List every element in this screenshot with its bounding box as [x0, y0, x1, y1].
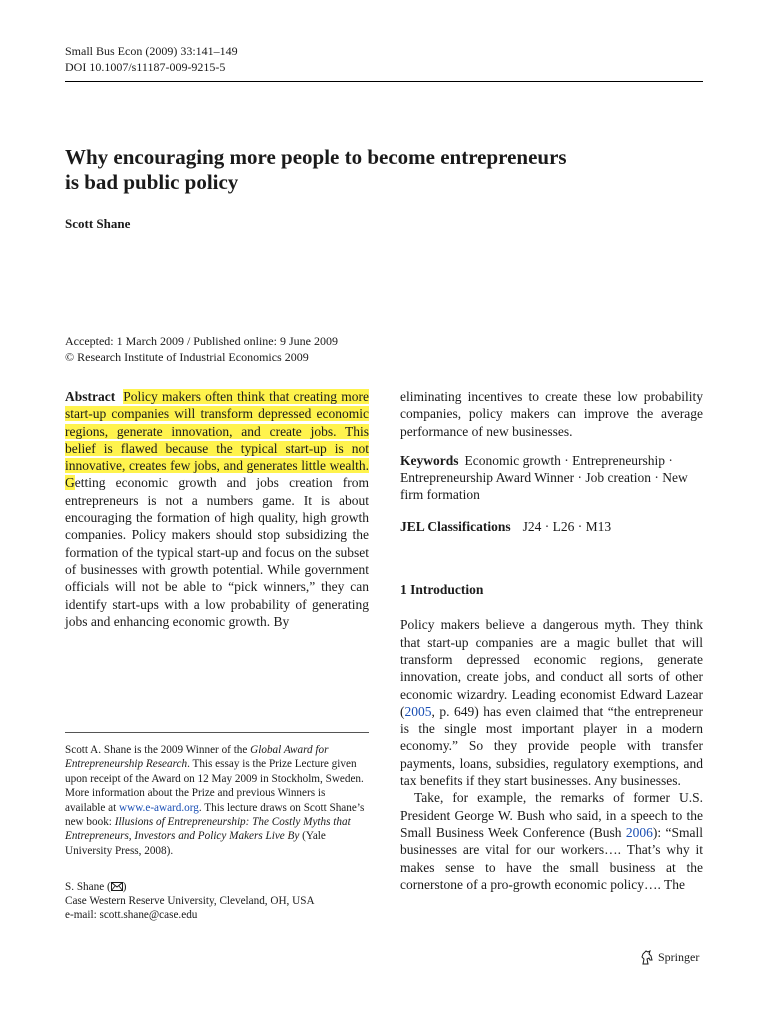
copyright-line: © Research Institute of Industrial Economics 2009 [65, 350, 309, 364]
abstract-text: etting economic growth and jobs creation from entrepreneurs is not a numbers game. It is about encouraging the formation of high quality, high growth companies. Policy makers should stop subsidizing the formation of the typical start-up and focus on the subset of businesses with growth potential. While government officials will not be able to “pick winners,” they can identify start-ups with a low probability of generating jobs and enhancing economic growth. By [65, 475, 369, 629]
footnote-text-4: (Yale University Press, 2008). [65, 830, 326, 857]
author-name: Scott Shane [65, 216, 131, 231]
springer-horse-icon [640, 950, 654, 965]
publisher-logo [640, 950, 699, 965]
intro-paragraph-2 [400, 789, 703, 893]
keywords-label: Keywords [400, 452, 459, 468]
header-rule [65, 81, 703, 82]
left-column [65, 388, 369, 630]
jel-codes: J24 · L26 · M13 [522, 518, 612, 534]
paper-title [65, 145, 685, 195]
author-affiliation [65, 880, 365, 923]
abstract [65, 388, 369, 630]
award-url-link[interactable]: www.e-award.org [119, 801, 199, 814]
footnote [65, 743, 365, 858]
keywords [400, 452, 703, 504]
journal-doi: DOI 10.1007/s11187-009-9215-5 [65, 60, 226, 74]
institution: Case Western Reserve University, Cleveland, OH, USA [65, 895, 315, 908]
footnote-text-2: . This essay is the Prize Lecture given upon receipt of the Award on 12 May 2009 in Stockholm, Sweden. More information about the Prize and previous Winners is available at [65, 758, 364, 814]
section-heading-introduction: 1 Introduction [400, 582, 484, 598]
citation-link-lazear[interactable]: 2005 [404, 703, 432, 719]
award-name: Global Award for Entrepreneurship Research [65, 744, 329, 771]
journal-citation: Small Bus Econ (2009) 33:141–149 [65, 44, 238, 58]
intro-paragraph-1 [400, 616, 703, 789]
right-column [400, 388, 703, 893]
abstract-continued: eliminating incentives to create these low probability companies, policy makers can improve the average performance of new businesses. [400, 389, 703, 439]
footnote-text-1: Scott A. Shane is the 2009 Winner of the [65, 744, 251, 756]
intro-p1-text-b: , p. 649) has even claimed that “the entrepreneur is the single most important player in a modern economy.” So they provide people with transfer payments, loans, subsidies, regulatory exemptions, and tax benefits if they start businesses. Any businesses. [400, 703, 703, 789]
dates-line-1: Accepted: 1 March 2009 / Published online: 9 June 2009 [65, 334, 338, 348]
intro-p2-text-a: Take, for example, the remarks of former U.S. President George W. Bush who said, in a speech to the Small Business Week Conference (Bush [400, 790, 703, 840]
footnote-rule [65, 732, 369, 733]
journal-header [65, 43, 238, 75]
abstract-highlighted-text[interactable]: Policy makers often think that creating more start-up companies will transform depressed economic regions, generate innovation, and create jobs. This belief is flawed because the typical start-up is not innovative, creates few jobs, and generates little wealth. G [65, 389, 369, 491]
publisher-name: Springer [658, 950, 700, 964]
author-email[interactable]: e-mail: scott.shane@case.edu [65, 909, 198, 922]
jel-classifications [400, 518, 703, 535]
corresponding-author [65, 880, 365, 894]
title-line-1: Why encouraging more people to become entrepreneurs [65, 145, 567, 169]
jel-label: JEL Classifications [400, 518, 511, 534]
publication-dates [65, 333, 338, 365]
footnote-text-3: . This lecture draws on Scott Shane’s new book: [65, 801, 365, 829]
envelope-icon[interactable] [111, 882, 123, 891]
intro-p1-text-a: Policy makers believe a dangerous myth. They think that start-up companies are a magic bullet that will transform depressed economic regions, generate innovation, create jobs, and conduct all sorts of other economic wizardry. Leading economist Edward Lazear ( [400, 617, 703, 719]
keywords-text: Economic growth · Entrepreneurship · Entrepreneurship Award Winner · Job creation · New firm formation [400, 452, 688, 503]
author-short-name-end: ) [122, 881, 127, 893]
abstract-label: Abstract [65, 389, 116, 404]
title-line-2: is bad public policy [65, 170, 239, 194]
citation-link-bush[interactable]: 2006 [625, 824, 653, 840]
intro-p2-text-b: ): “Small businesses are vital for our workers…. That’s why it makes sense to have the small business at the cornerstone of a pro-growth economic policy…. The [400, 824, 703, 892]
book-title: Illusions of Entrepreneurship: The Costly Myths that Entrepreneurs, Investors and Policy Makers Live By [65, 816, 351, 843]
author-short-name: S. Shane ( [65, 881, 111, 893]
